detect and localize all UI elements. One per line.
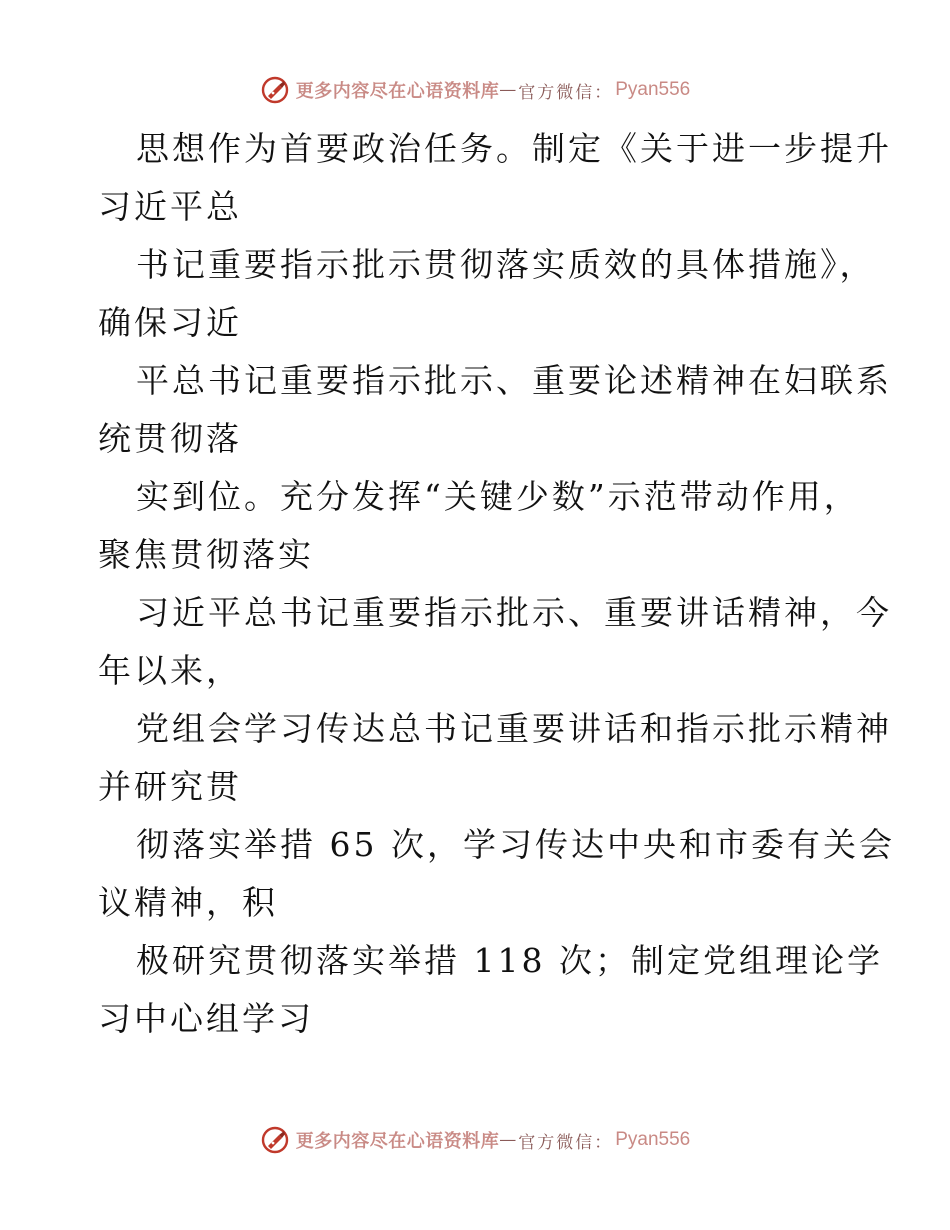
banner-separator: — (499, 1130, 519, 1150)
text-line: 习近平总书记重要指示批示、重要讲话精神，今 (136, 593, 892, 632)
text-line: 统贯彻落 (98, 419, 242, 458)
document-body (98, 120, 895, 1048)
text-line: 思想作为首要政治任务。制定《关于进一步提升 (136, 129, 892, 168)
red-pen-nib-logo-icon (260, 75, 290, 105)
red-pen-nib-logo-icon (260, 1125, 290, 1155)
text-line: 平总书记重要指示批示、重要论述精神在妇联系 (136, 361, 892, 400)
wechat-id: Pyan556 (615, 79, 691, 100)
text-line: 确保习近 (98, 303, 242, 342)
wechat-id: Pyan556 (615, 1129, 691, 1150)
text-line: 聚焦贯彻落实 (98, 535, 314, 574)
text-line: 习中心组学习 (98, 999, 314, 1038)
text-line: 党组会学习传达总书记重要讲话和指示批示精神 (136, 709, 892, 748)
wechat-label: 官方微信： (518, 82, 614, 103)
text-line: 年以来， (98, 651, 242, 690)
banner-separator: — (499, 80, 519, 100)
text-line: 彻落实举措 65 次，学习传达中央和市委有关会 (136, 825, 895, 864)
banner-text: 更多内容尽在心语资料库 (295, 81, 500, 102)
text-line: 实到位。充分发挥“关键少数”示范带动作用， (136, 477, 860, 516)
text-line: 书记重要指示批示贯彻落实质效的具体措施》， (136, 245, 876, 284)
banner-text: 更多内容尽在心语资料库 (295, 1131, 500, 1152)
text-line: 并研究贯 (98, 767, 242, 806)
wechat-label: 官方微信： (518, 1132, 614, 1153)
header-banner (0, 72, 950, 108)
text-line: 习近平总 (98, 187, 242, 226)
footer-banner (0, 1122, 950, 1158)
text-line: 议精神，积 (98, 883, 278, 922)
text-line: 极研究贯彻落实举措 118 次；制定党组理论学 (136, 941, 883, 980)
